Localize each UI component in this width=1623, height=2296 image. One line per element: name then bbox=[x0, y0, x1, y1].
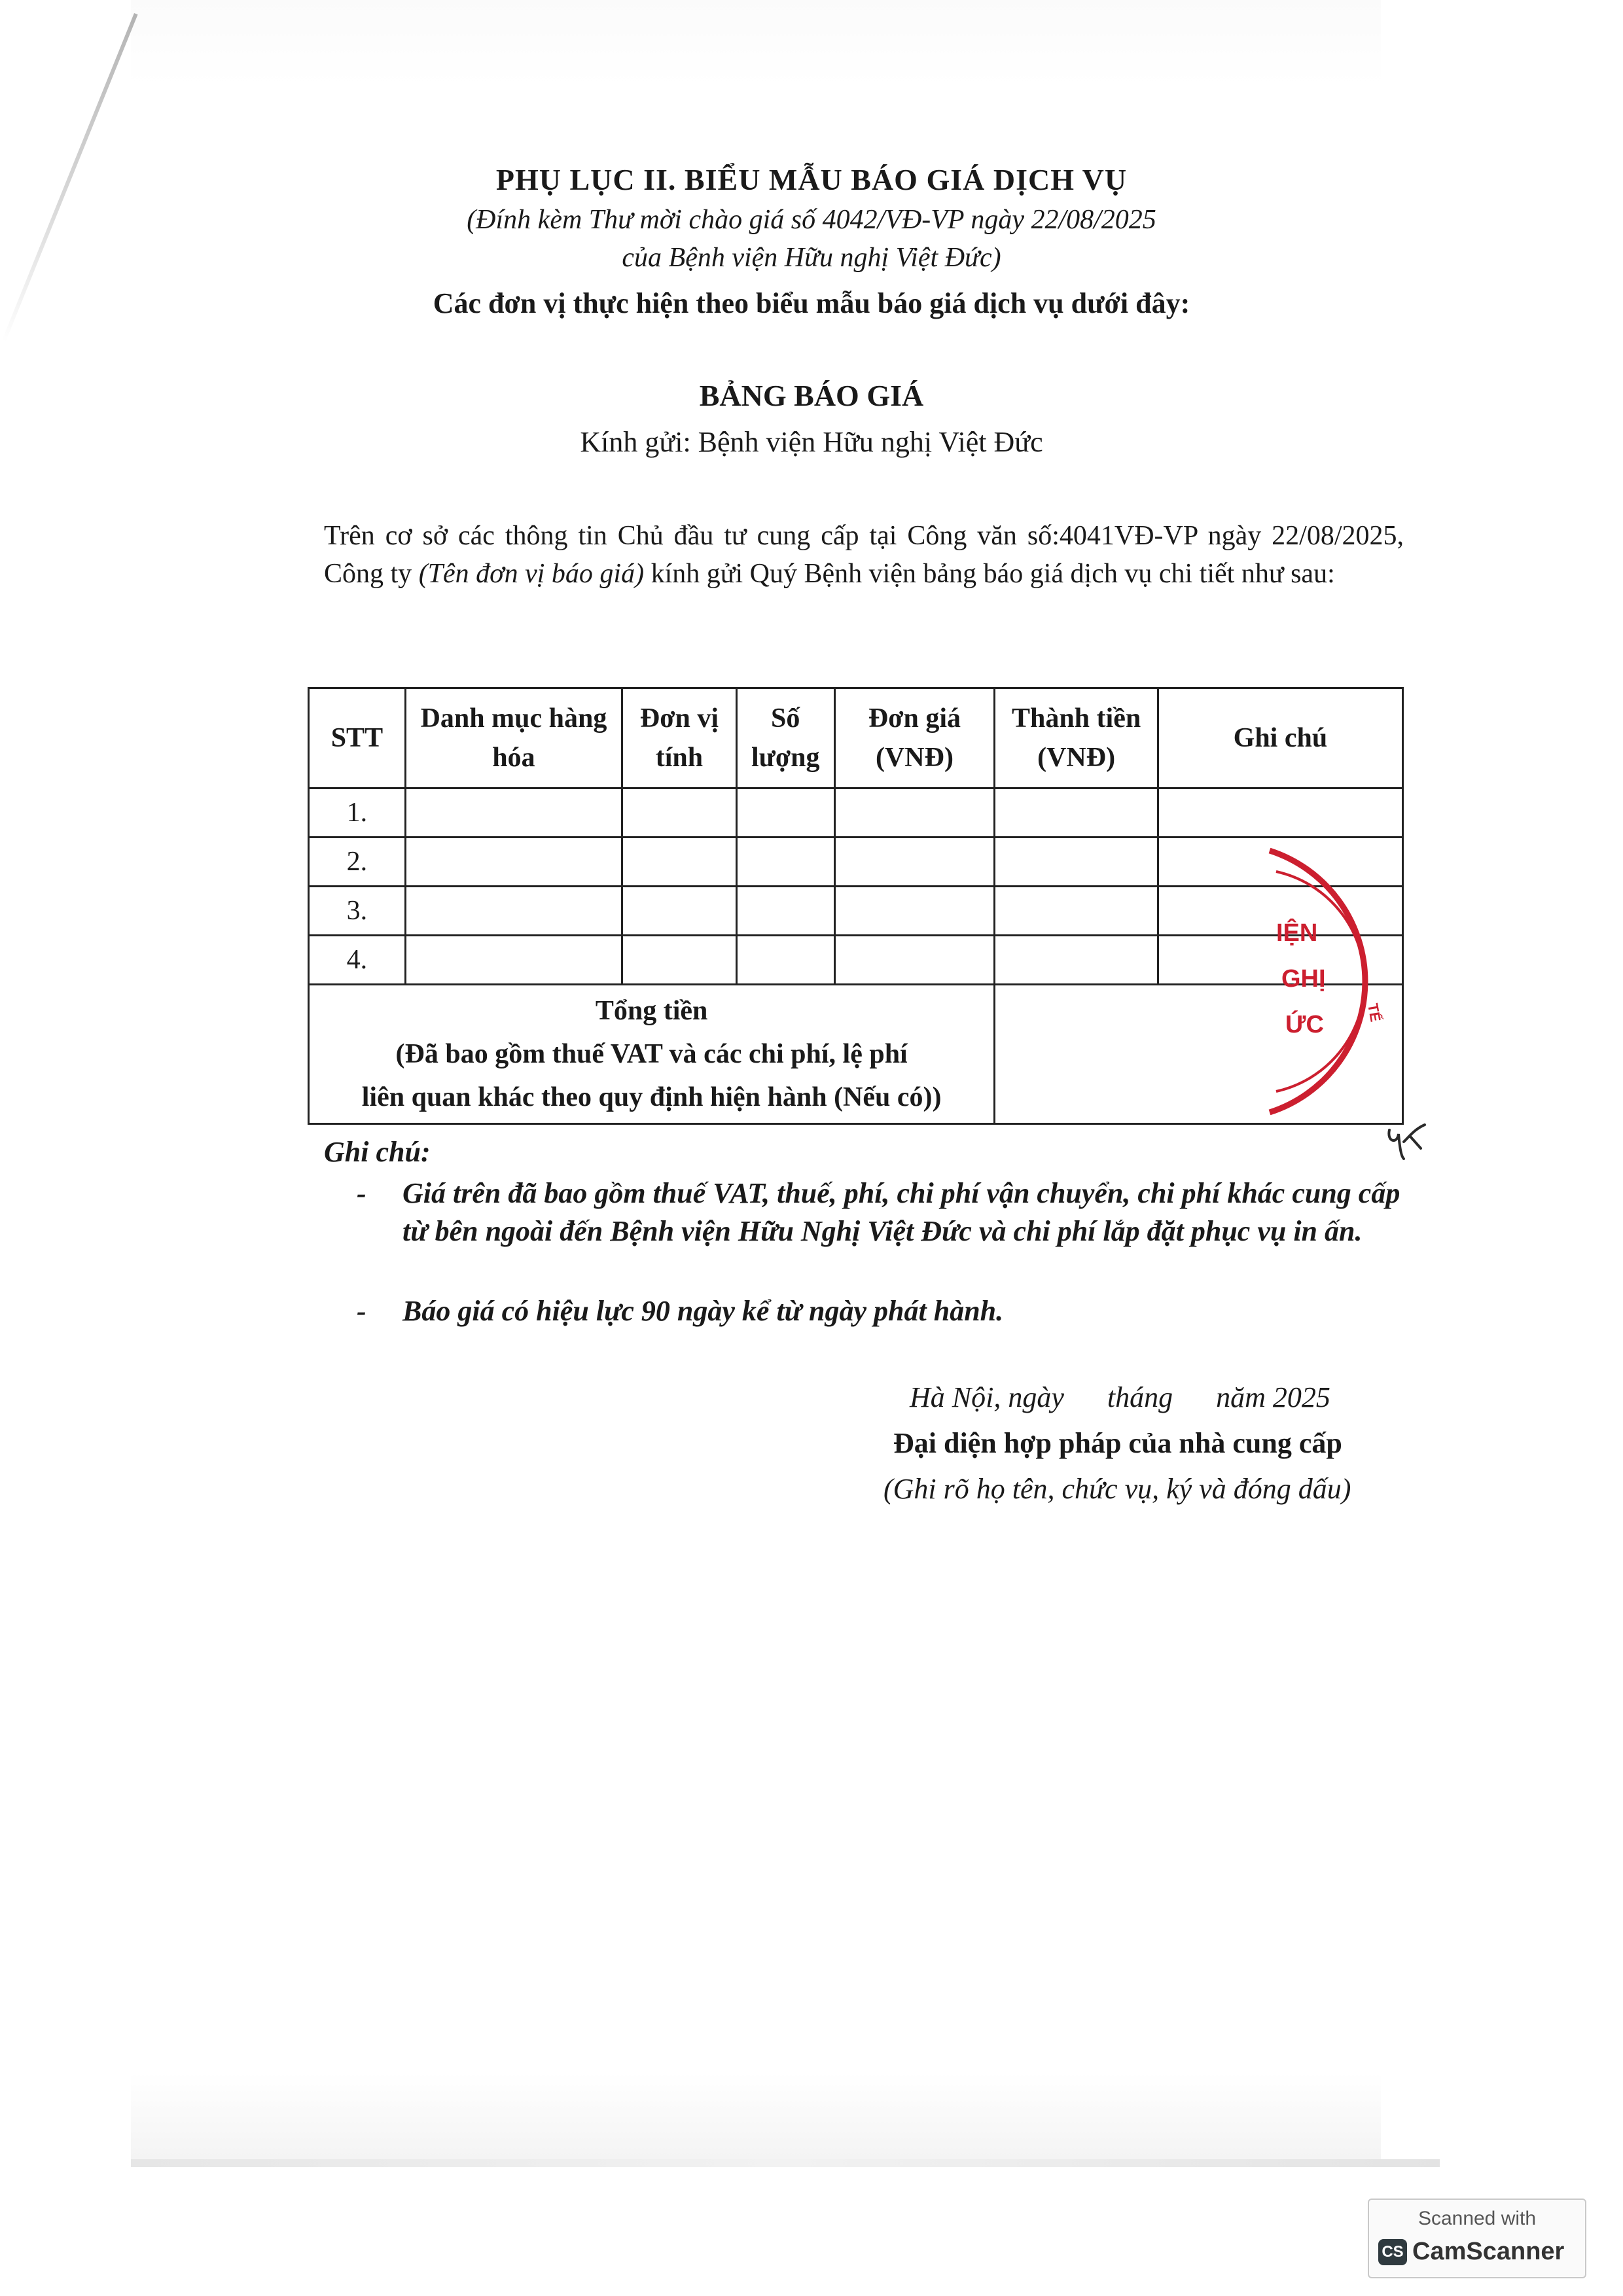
camscanner-logo-icon: CS bbox=[1378, 2239, 1407, 2265]
row-unit-price-cell[interactable] bbox=[834, 936, 995, 985]
attachment-note: (Đính kèm Thư mời chào giá số 4042/VĐ-VP ngày 22/08/2025 bbox=[467, 205, 1156, 235]
row-unit-cell[interactable] bbox=[622, 788, 737, 838]
note-text: Báo giá có hiệu lực 90 ngày kể từ ngày phát hành. bbox=[402, 1295, 1004, 1327]
red-seal-stamp bbox=[1230, 831, 1427, 1119]
row-quantity-cell[interactable] bbox=[736, 887, 834, 936]
total-label-cell bbox=[309, 985, 995, 1124]
row-amount-cell[interactable] bbox=[995, 838, 1158, 887]
recipient-line: Kính gửi: Bệnh viện Hữu nghị Việt Đức bbox=[580, 426, 1043, 458]
row-quantity-cell[interactable] bbox=[736, 788, 834, 838]
row-stt: 1. bbox=[309, 788, 406, 838]
header-amount: Thành tiền (VNĐ) bbox=[995, 688, 1158, 788]
table-header-row bbox=[309, 688, 1403, 788]
row-stt: 4. bbox=[309, 936, 406, 985]
notes-heading: Ghi chú: bbox=[324, 1136, 431, 1168]
row-quantity-cell[interactable] bbox=[736, 936, 834, 985]
camscanner-watermark bbox=[1368, 2199, 1586, 2278]
row-amount-cell[interactable] bbox=[995, 788, 1158, 838]
note-item bbox=[357, 1292, 1417, 1330]
row-unit-price-cell[interactable] bbox=[834, 887, 995, 936]
form-instruction: Các đơn vị thực hiện theo biểu mẫu báo giá dịch vụ dưới đây: bbox=[433, 287, 1190, 319]
row-quantity-cell[interactable] bbox=[736, 838, 834, 887]
attachment-note-issuer: của Bệnh viện Hữu nghị Việt Đức) bbox=[622, 243, 1001, 273]
row-unit-cell[interactable] bbox=[622, 936, 737, 985]
row-amount-cell[interactable] bbox=[995, 887, 1158, 936]
header-item: Danh mục hàng hóa bbox=[405, 688, 622, 788]
row-item-cell[interactable] bbox=[405, 788, 622, 838]
row-item-cell[interactable] bbox=[405, 838, 622, 887]
stamp-side-text: TẾ bbox=[1364, 1002, 1384, 1023]
signature-instruction: (Ghi rõ họ tên, chức vụ, ký và đóng dấu) bbox=[883, 1473, 1351, 1505]
header-stt: STT bbox=[309, 688, 406, 788]
note-bullet: - bbox=[357, 1295, 366, 1327]
total-note-line1: (Đã bao gồm thuế VAT và các chi phí, lệ phí bbox=[395, 1039, 908, 1069]
stamp-text-line2: GHỊ bbox=[1281, 965, 1326, 993]
row-unit-cell[interactable] bbox=[622, 838, 737, 887]
header-unit-price: Đơn giá (VNĐ) bbox=[834, 688, 995, 788]
intro-company-placeholder: (Tên đơn vị báo giá) bbox=[418, 559, 645, 589]
watermark-caption: Scanned with bbox=[1418, 2208, 1537, 2229]
total-note-line2: liên quan khác theo quy định hiện hành (Nếu có)) bbox=[361, 1082, 942, 1112]
signature-date-line: Hà Nội, ngày tháng năm 2025 bbox=[910, 1381, 1330, 1413]
row-unit-price-cell[interactable] bbox=[834, 788, 995, 838]
handwritten-initials bbox=[1384, 1122, 1436, 1161]
row-item-cell[interactable] bbox=[405, 887, 622, 936]
row-unit-cell[interactable] bbox=[622, 887, 737, 936]
quote-title: BẢNG BÁO GIÁ bbox=[699, 379, 924, 412]
note-item bbox=[357, 1174, 1417, 1250]
row-note-cell[interactable] bbox=[1158, 788, 1402, 838]
signature-representative: Đại diện hợp pháp của nhà cung cấp bbox=[893, 1427, 1342, 1459]
note-bullet: - bbox=[357, 1177, 366, 1209]
watermark-brand: CamScanner bbox=[1412, 2238, 1565, 2265]
scan-bottom-edge bbox=[131, 2159, 1440, 2167]
row-stt: 3. bbox=[309, 887, 406, 936]
header-note: Ghi chú bbox=[1158, 688, 1402, 788]
note-text: Giá trên đã bao gồm thuế VAT, thuế, phí, chi phí vận chuyển, chi phí khác cung cấp từ bên ngoài đến Bệnh viện Hữu Nghị Việt Đức và chi phí lắp đặt phục vụ in ấn. bbox=[402, 1177, 1400, 1247]
appendix-title: PHỤ LỤC II. BIỂU MẪU BÁO GIÁ DỊCH VỤ bbox=[495, 163, 1128, 196]
intro-text-part1: Trên cơ sở các thông tin Chủ đầu tư cung cấp tại Công văn số:4041VĐ-VP ngày 22/08/2025, Công ty bbox=[324, 521, 1404, 589]
row-item-cell[interactable] bbox=[405, 936, 622, 985]
intro-text-part2: kính gửi Quý Bệnh viện bảng báo giá dịch vụ chi tiết như sau: bbox=[644, 559, 1335, 589]
table-row bbox=[309, 788, 1403, 838]
row-amount-cell[interactable] bbox=[995, 936, 1158, 985]
stamp-text-line1: IỆN bbox=[1276, 919, 1318, 947]
stamp-text-line3: ỨC bbox=[1285, 1011, 1324, 1038]
intro-paragraph bbox=[324, 517, 1404, 593]
header-quantity: Số lượng bbox=[736, 688, 834, 788]
header-unit: Đơn vị tính bbox=[622, 688, 737, 788]
row-stt: 2. bbox=[309, 838, 406, 887]
total-label: Tổng tiền bbox=[595, 996, 708, 1026]
row-unit-price-cell[interactable] bbox=[834, 838, 995, 887]
